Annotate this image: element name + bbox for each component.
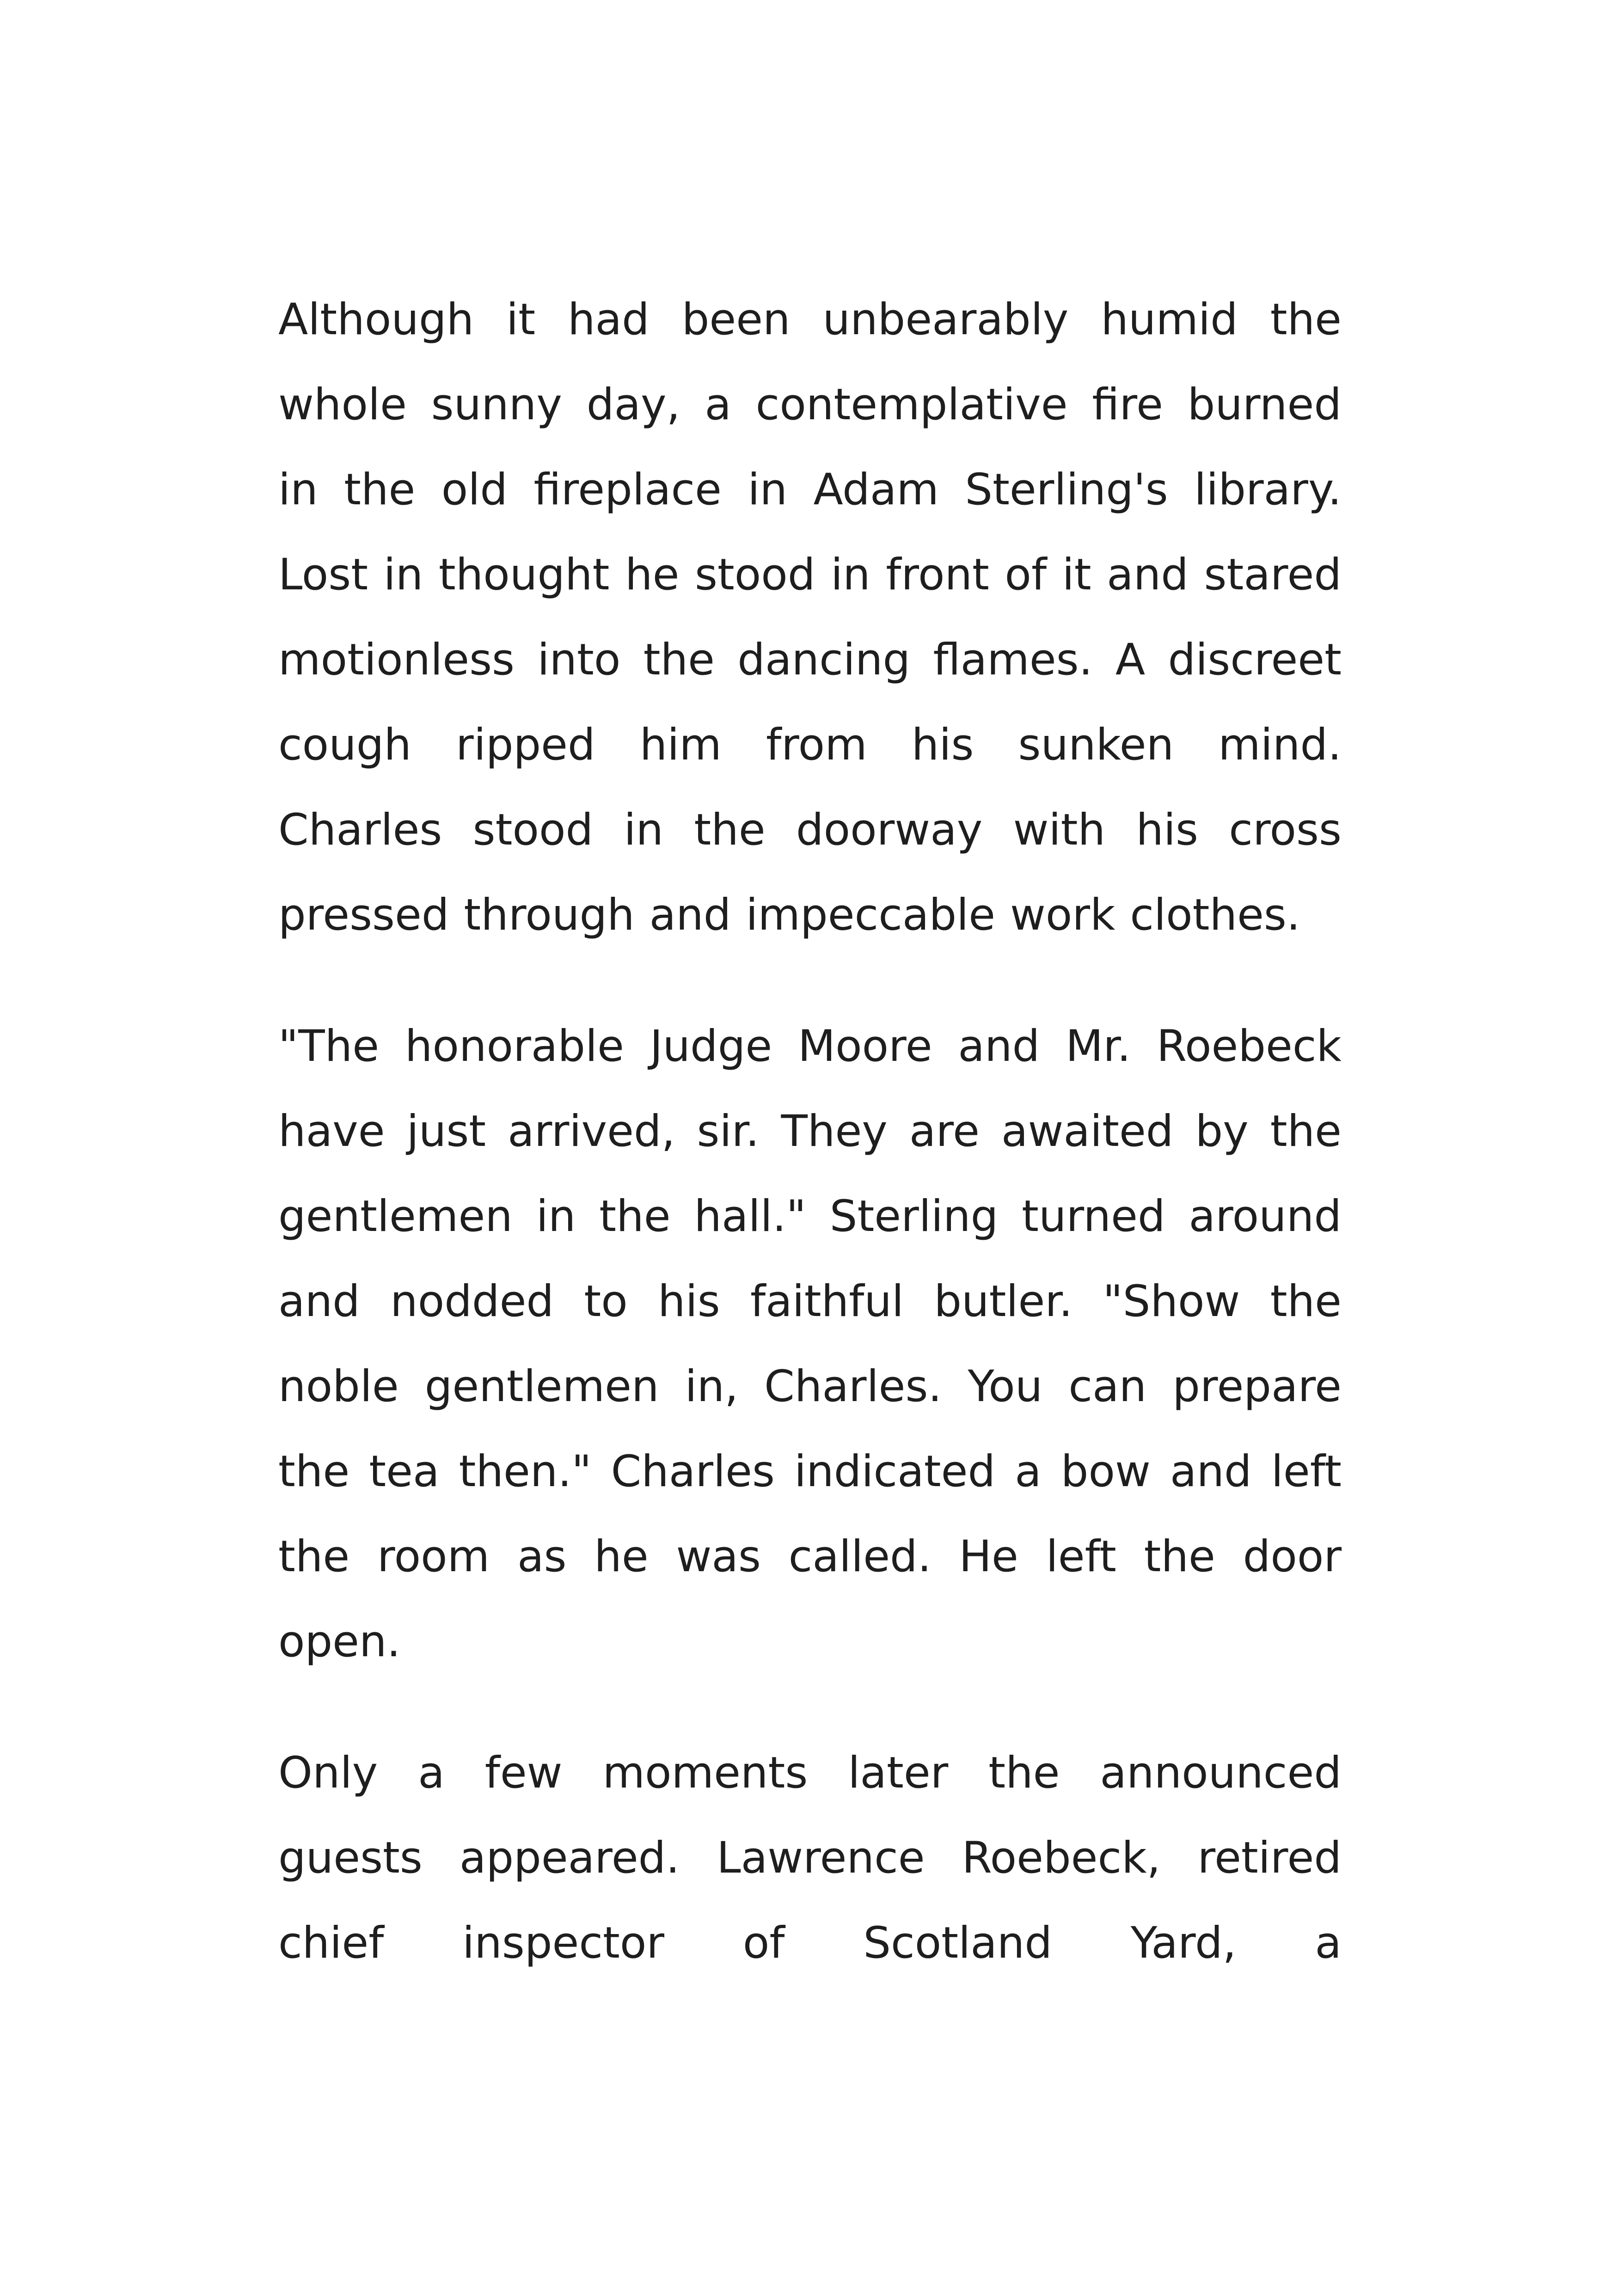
body-text [278, 277, 1342, 1986]
text-line: have just arrived, sir. They are awaited by the [278, 1106, 1342, 1157]
text-line: cough ripped him from his sunken mind. [278, 720, 1342, 770]
text-line: noble gentlemen in, Charles. You can prepare [278, 1361, 1342, 1412]
text-line: motionless into the dancing flames. A discreet [278, 635, 1342, 685]
text-line: Although it had been unbearably humid the [278, 294, 1342, 345]
text-line: the tea then." Charles indicated a bow and left [278, 1446, 1342, 1497]
text-line: gentlemen in the hall." Sterling turned around [278, 1191, 1342, 1242]
text-line: guests appeared. Lawrence Roebeck, retired [278, 1833, 1342, 1883]
paragraph-1 [278, 277, 1342, 958]
text-line: Charles stood in the doorway with his cross [278, 805, 1342, 855]
text-line: in the old fireplace in Adam Sterling's library. [278, 465, 1342, 515]
text-line: Lost in thought he stood in front of it and stared [278, 550, 1342, 600]
text-line: "The honorable Judge Moore and Mr. Roebeck [278, 1021, 1342, 1071]
text-line: chief inspector of Scotland Yard, a [278, 1918, 1342, 1968]
text-line: whole sunny day, a contemplative fire burned [278, 380, 1342, 430]
text-line: the room as he was called. He left the door [278, 1531, 1342, 1582]
text-line: open. [278, 1616, 401, 1667]
text-line: pressed through and impeccable work clothes. [278, 890, 1300, 940]
text-line: Only a few moments later the announced [278, 1748, 1342, 1798]
paragraph-3 [278, 1731, 1342, 1986]
text-line: and nodded to his faithful butler. "Show the [278, 1276, 1342, 1327]
paragraph-2 [278, 1004, 1342, 1684]
